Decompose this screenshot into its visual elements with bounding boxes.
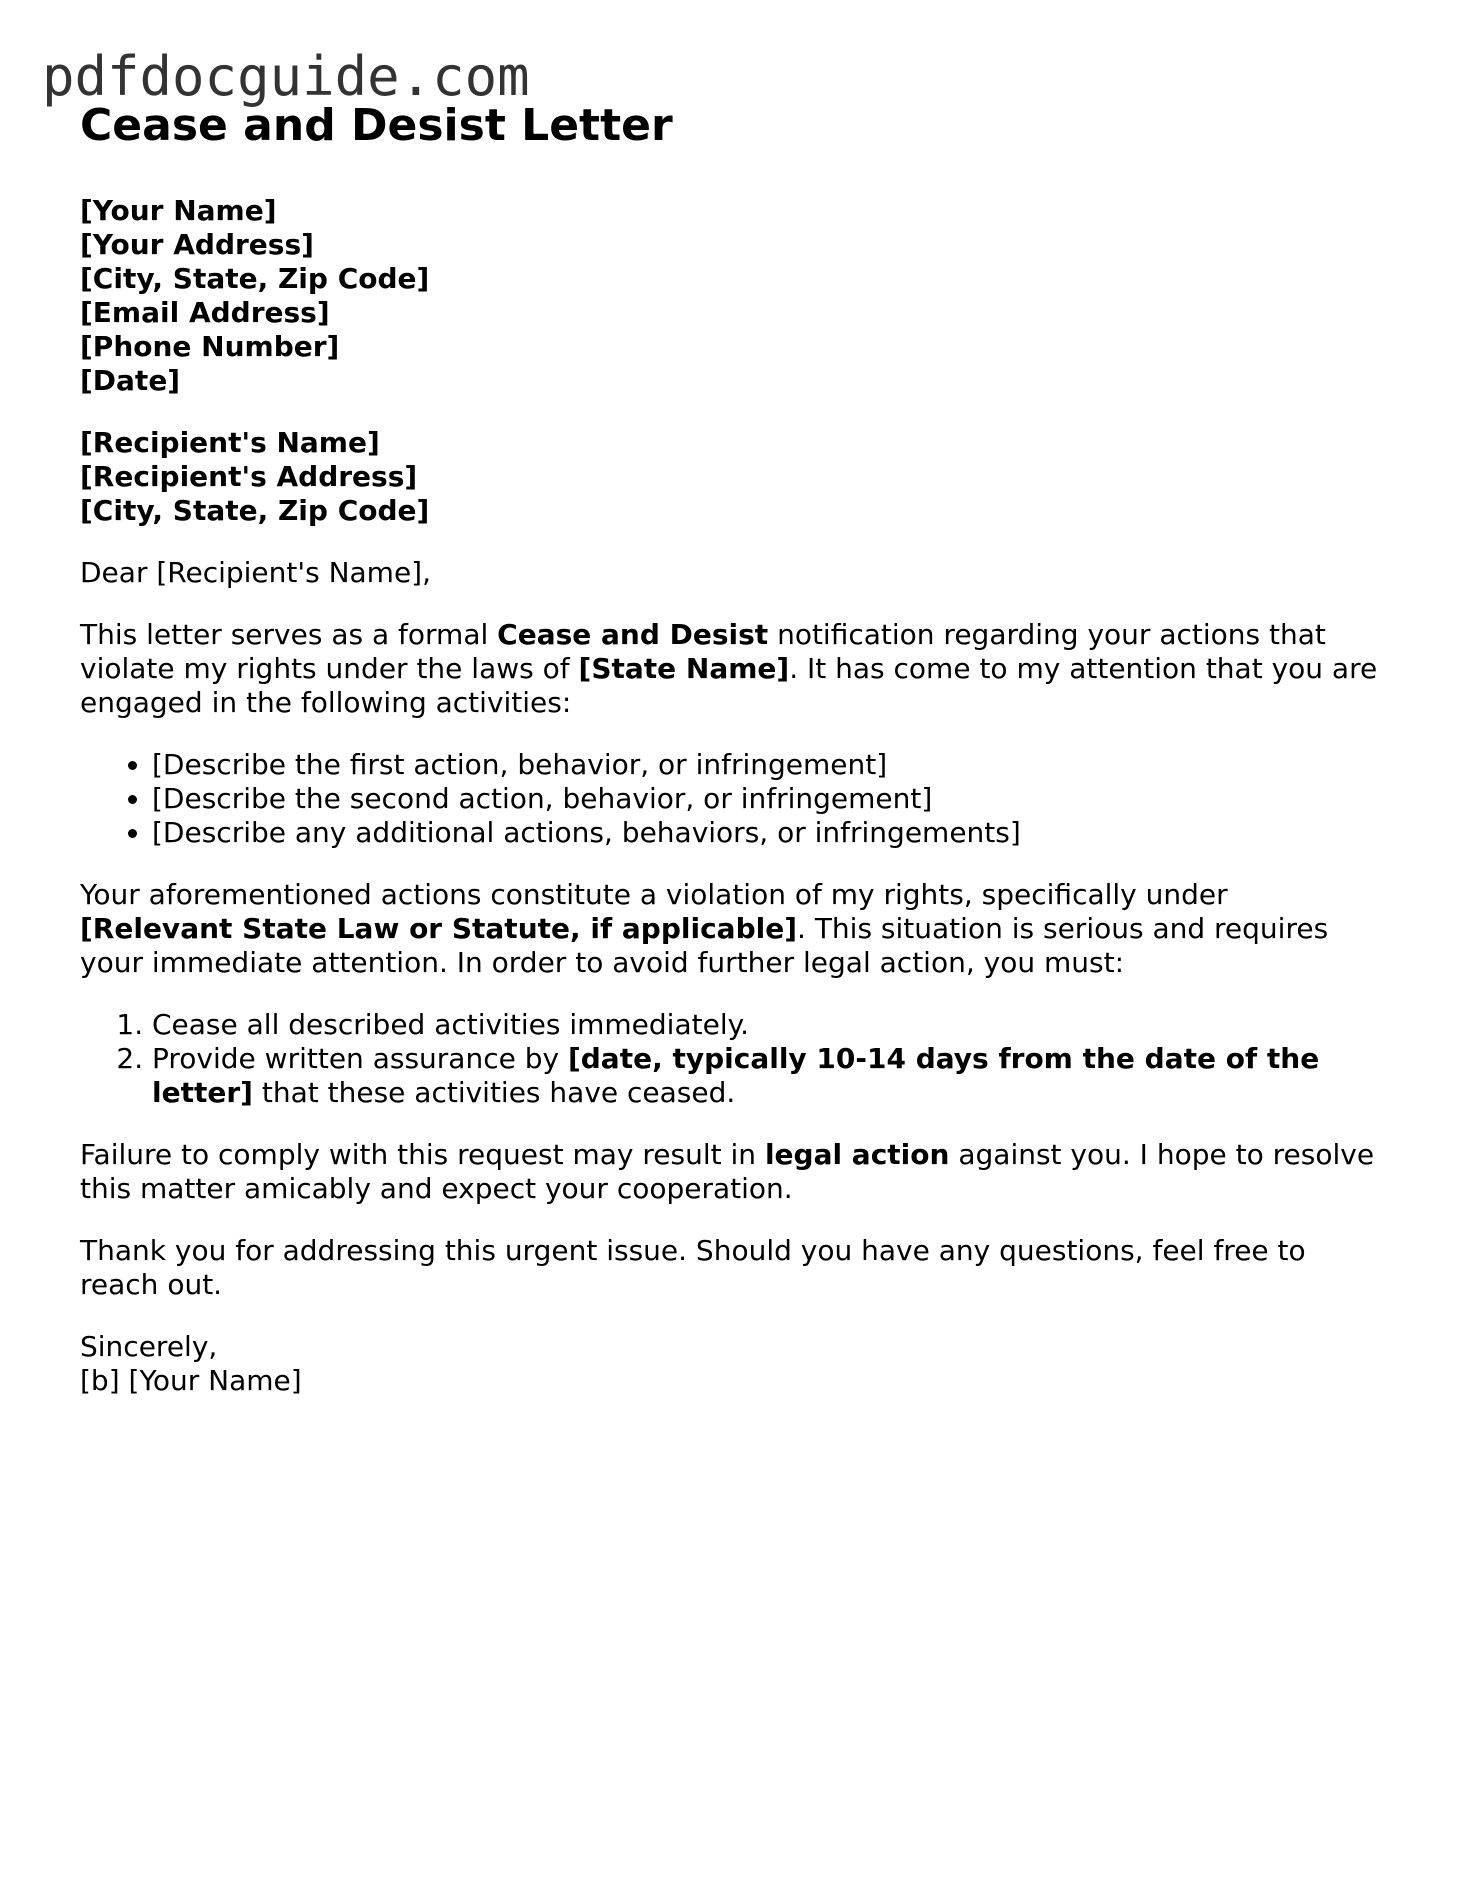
list-item: 1. Cease all described activities immediately. — [152, 1008, 1380, 1042]
sender-email: [Email Address] — [80, 296, 330, 329]
recipient-address: [Recipient's Address] — [80, 460, 418, 493]
watermark: pdfdocguide.com — [42, 45, 530, 108]
closing: Sincerely, — [80, 1330, 218, 1363]
statute-placeholder: [Relevant State Law or Statute, if applicable] — [80, 912, 798, 945]
salutation: Dear [Recipient's Name], — [80, 556, 431, 589]
paragraph-intro-text-3: . It has come to my attention that you are engaged in the following activities: — [80, 652, 1378, 719]
paragraph-intro-text-2: notification regarding your actions that violate my rights under the laws of — [80, 618, 1326, 685]
signature-block — [80, 1330, 1380, 1398]
legal-action-emphasis: legal action — [764, 1138, 950, 1171]
sender-city-state-zip: [City, State, Zip Code] — [80, 262, 430, 295]
paragraph-violation-text-1: Your aforementioned actions constitute a violation of my rights, specifically under — [80, 878, 1228, 911]
sender-name: [Your Name] — [80, 194, 277, 227]
demand-text-1: Provide written assurance by — [152, 1042, 568, 1075]
sender-block — [80, 194, 1380, 398]
recipient-name: [Recipient's Name] — [80, 426, 380, 459]
paragraph-intro-text-1: This letter serves as a formal — [80, 618, 498, 651]
demand-text-2: that these activities have ceased. — [252, 1076, 736, 1109]
activities-list — [80, 748, 1380, 850]
demands-list — [80, 1008, 1380, 1110]
list-item: • [Describe any additional actions, behaviors, or infringements] — [152, 816, 1380, 850]
paragraph-consequence-text-1: Failure to comply with this request may result in — [80, 1138, 765, 1171]
paragraph-consequence-text-2: against you. I hope to resolve this matter amicably and expect your cooperation. — [80, 1138, 1375, 1205]
list-item: • [Describe the first action, behavior, or infringement] — [152, 748, 1380, 782]
deadline-placeholder: [date, typically 10-14 days from the date of the letter] — [152, 1042, 1320, 1109]
letter-body — [80, 96, 1380, 1398]
paragraph-consequence — [80, 1138, 1380, 1206]
list-item: • [Describe the second action, behavior, or infringement] — [152, 782, 1380, 816]
letter-date: [Date] — [80, 364, 181, 397]
letter-title: Cease and Desist Letter — [80, 100, 673, 151]
paragraph-violation — [80, 878, 1380, 980]
recipient-block — [80, 426, 1380, 528]
state-name-placeholder: [State Name] — [578, 652, 790, 685]
paragraph-intro — [80, 618, 1380, 720]
paragraph-violation-text-2: . This situation is serious and requires your immediate attention. In order to avoid further legal action, you must: — [80, 912, 1329, 979]
sender-phone: [Phone Number] — [80, 330, 340, 363]
list-item — [152, 1042, 1380, 1110]
sender-address: [Your Address] — [80, 228, 314, 261]
signature-name: [b] [Your Name] — [80, 1364, 302, 1397]
paragraph-thanks: Thank you for addressing this urgent issue. Should you have any questions, feel free to reach out. — [80, 1234, 1306, 1301]
cease-and-desist-emphasis: Cease and Desist — [497, 618, 769, 651]
recipient-city-state-zip: [City, State, Zip Code] — [80, 494, 430, 527]
